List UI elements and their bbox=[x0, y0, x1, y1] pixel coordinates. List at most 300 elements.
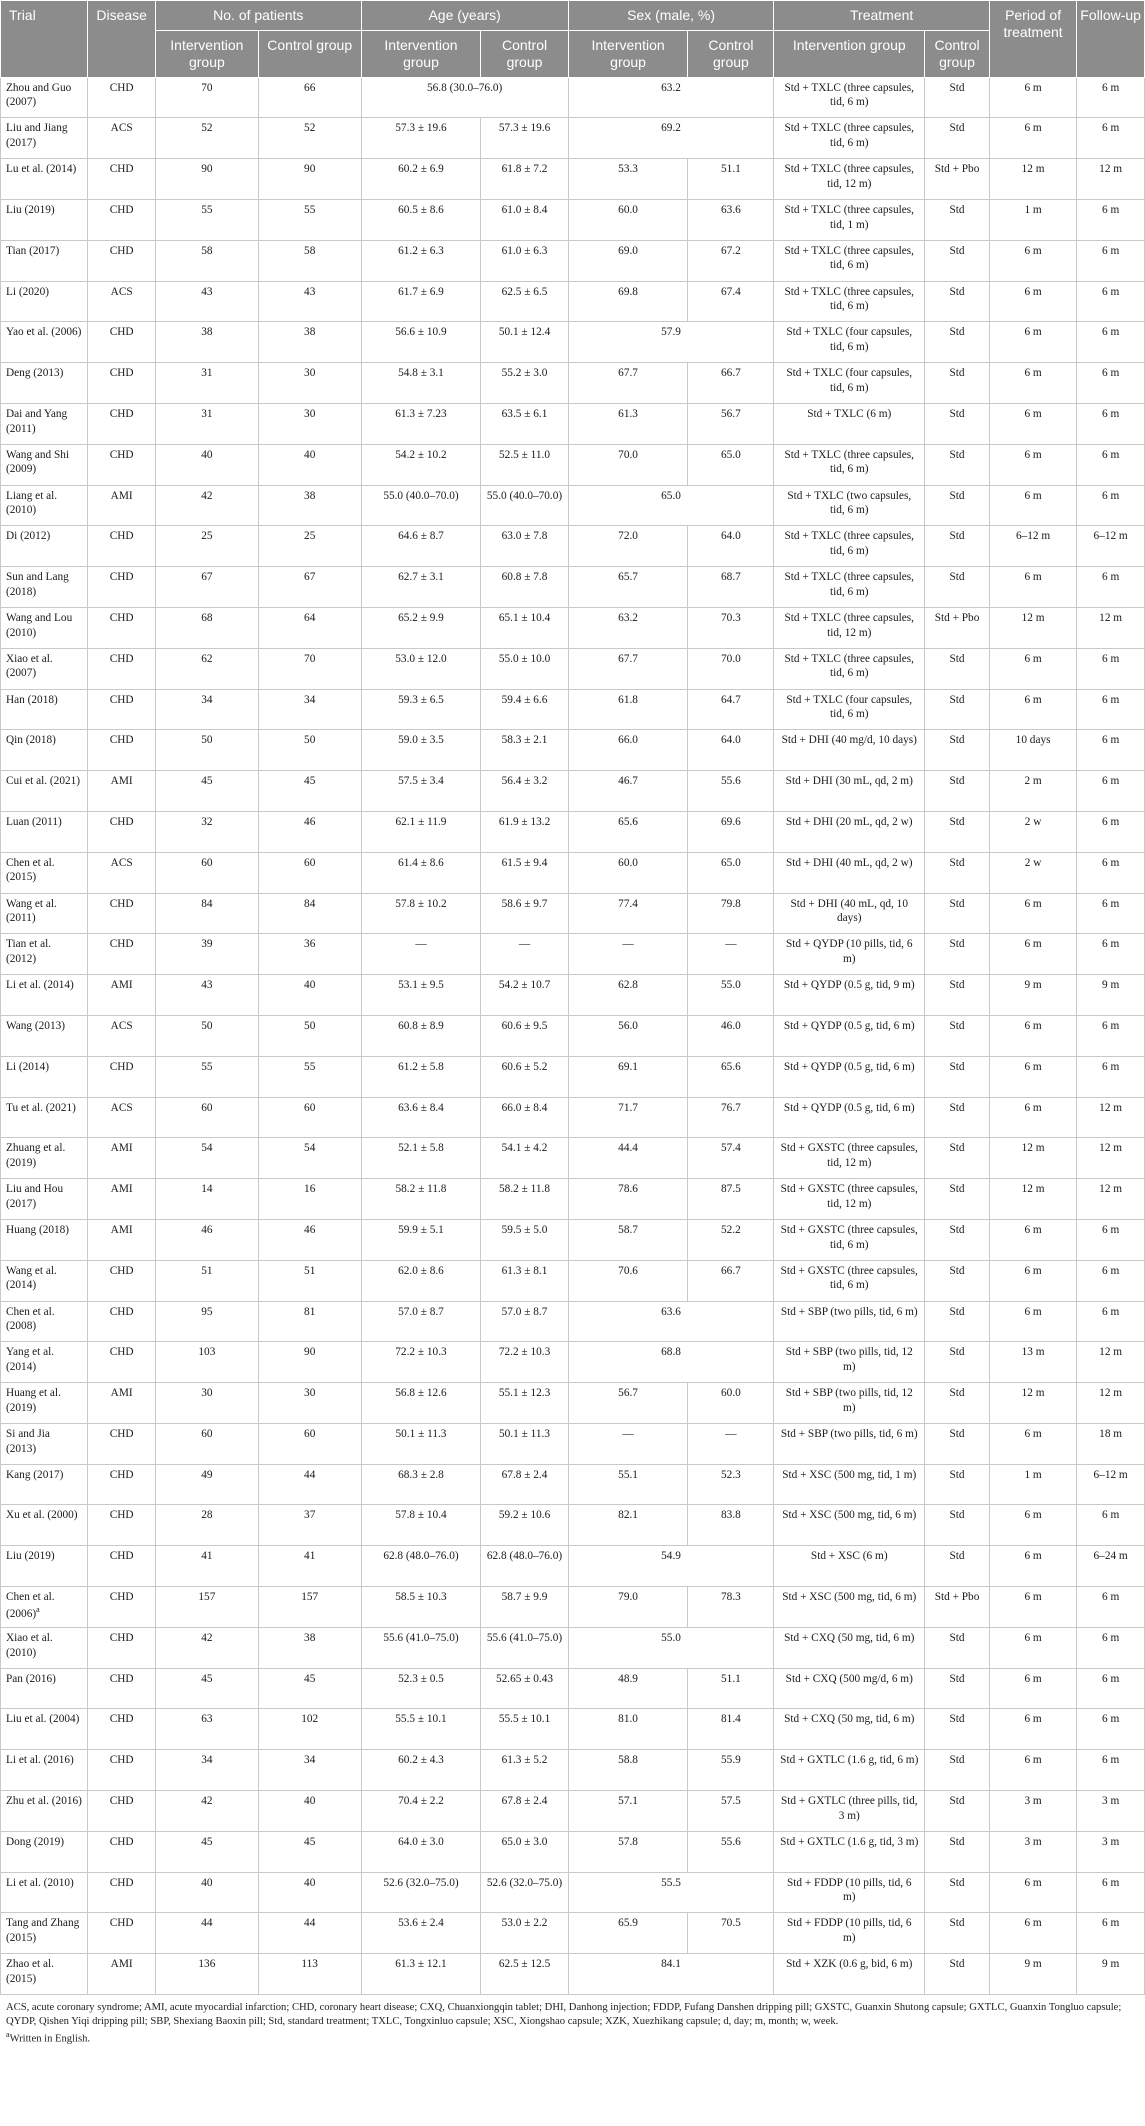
cell-treatment-intervention: Std + QYDP (0.5 g, tid, 9 m) bbox=[774, 975, 925, 1016]
trial-name: Dong (2019) bbox=[6, 1835, 65, 1848]
cell-treatment-intervention: Std + GXTLC (1.6 g, tid, 3 m) bbox=[774, 1831, 925, 1872]
cell-trial bbox=[1, 1587, 88, 1628]
cell-patients-intervention: 54 bbox=[155, 1138, 258, 1179]
cell-trial bbox=[1, 771, 88, 812]
cell-sex-intervention: 58.8 bbox=[568, 1750, 688, 1791]
cell-sex-control: 66.7 bbox=[688, 1260, 774, 1301]
cell-sex-control: 55.6 bbox=[688, 771, 774, 812]
cell-treatment-control: Std bbox=[925, 281, 990, 322]
cell-period: 6 m bbox=[989, 485, 1076, 526]
cell-disease: CHD bbox=[88, 1464, 156, 1505]
cell-age-control: — bbox=[481, 934, 568, 975]
table-row bbox=[1, 1260, 1145, 1301]
header-treatment-control: Control group bbox=[925, 31, 990, 78]
cell-period: 6 m bbox=[989, 1627, 1076, 1668]
cell-sex-control: 79.8 bbox=[688, 893, 774, 934]
cell-age-control: 53.0 ± 2.2 bbox=[481, 1913, 568, 1954]
cell-followup: 6 m bbox=[1077, 485, 1145, 526]
cell-trial bbox=[1, 485, 88, 526]
cell-age-intervention: 54.2 ± 10.2 bbox=[361, 444, 481, 485]
cell-treatment-intervention: Std + TXLC (four capsules, tid, 6 m) bbox=[774, 363, 925, 404]
cell-trial bbox=[1, 607, 88, 648]
footnote-ref: a bbox=[36, 1604, 40, 1614]
table-row bbox=[1, 771, 1145, 812]
cell-age-control: 61.5 ± 9.4 bbox=[481, 852, 568, 893]
cell-age-control: 57.0 ± 8.7 bbox=[481, 1301, 568, 1342]
cell-trial bbox=[1, 689, 88, 730]
cell-trial bbox=[1, 1505, 88, 1546]
cell-sex-intervention: 82.1 bbox=[568, 1505, 688, 1546]
cell-treatment-intervention: Std + SBP (two pills, tid, 6 m) bbox=[774, 1423, 925, 1464]
cell-trial bbox=[1, 1872, 88, 1913]
cell-period: 6 m bbox=[989, 240, 1076, 281]
trial-name: Xiao et al. (2010) bbox=[6, 1631, 53, 1659]
cell-sex-control: 67.4 bbox=[688, 281, 774, 322]
cell-age-intervention: 57.8 ± 10.2 bbox=[361, 893, 481, 934]
table-row bbox=[1, 811, 1145, 852]
cell-period: 6 m bbox=[989, 1097, 1076, 1138]
cell-age-intervention: 61.2 ± 5.8 bbox=[361, 1056, 481, 1097]
cell-trial bbox=[1, 77, 88, 118]
cell-followup: 12 m bbox=[1077, 159, 1145, 200]
cell-period: 6 m bbox=[989, 444, 1076, 485]
cell-patients-intervention: 67 bbox=[155, 567, 258, 608]
cell-patients-intervention: 32 bbox=[155, 811, 258, 852]
cell-treatment-intervention: Std + TXLC (four capsules, tid, 6 m) bbox=[774, 689, 925, 730]
cell-period: 6 m bbox=[989, 403, 1076, 444]
cell-treatment-intervention: Std + GXSTC (three capsules, tid, 6 m) bbox=[774, 1260, 925, 1301]
cell-age-intervention: 62.0 ± 8.6 bbox=[361, 1260, 481, 1301]
cell-sex-intervention: 65.7 bbox=[568, 567, 688, 608]
cell-age-intervention: 65.2 ± 9.9 bbox=[361, 607, 481, 648]
cell-trial bbox=[1, 240, 88, 281]
cell-treatment-control: Std bbox=[925, 1056, 990, 1097]
cell-sex-intervention: 62.8 bbox=[568, 975, 688, 1016]
cell-disease: CHD bbox=[88, 1342, 156, 1383]
cell-sex-intervention: 69.0 bbox=[568, 240, 688, 281]
header-followup: Follow-up bbox=[1077, 1, 1145, 78]
cell-period: 6 m bbox=[989, 1015, 1076, 1056]
cell-treatment-control: Std bbox=[925, 1627, 990, 1668]
cell-disease: CHD bbox=[88, 403, 156, 444]
cell-trial bbox=[1, 1097, 88, 1138]
cell-followup: 6 m bbox=[1077, 1015, 1145, 1056]
trial-name: Qin (2018) bbox=[6, 734, 56, 747]
cell-period: 2 w bbox=[989, 852, 1076, 893]
cell-patients-control: 46 bbox=[258, 811, 361, 852]
cell-trial bbox=[1, 526, 88, 567]
cell-trial bbox=[1, 1750, 88, 1791]
cell-sex-intervention: 79.0 bbox=[568, 1587, 688, 1628]
cell-sex-control: 70.5 bbox=[688, 1913, 774, 1954]
header-patients-control: Control group bbox=[258, 31, 361, 78]
cell-patients-control: 30 bbox=[258, 403, 361, 444]
cell-disease: CHD bbox=[88, 1505, 156, 1546]
cell-sex-intervention: 69.1 bbox=[568, 1056, 688, 1097]
cell-sex-intervention: 56.0 bbox=[568, 1015, 688, 1056]
cell-age-control: 52.6 (32.0–75.0) bbox=[481, 1872, 568, 1913]
cell-disease: AMI bbox=[88, 1138, 156, 1179]
cell-age-intervention: 60.2 ± 4.3 bbox=[361, 1750, 481, 1791]
cell-sex-combined: 55.5 bbox=[568, 1872, 774, 1913]
cell-treatment-control: Std bbox=[925, 240, 990, 281]
trial-name: Wang et al. (2011) bbox=[6, 897, 57, 925]
cell-followup: 6 m bbox=[1077, 893, 1145, 934]
cell-treatment-intervention: Std + XSC (500 mg, tid, 1 m) bbox=[774, 1464, 925, 1505]
cell-age-intervention: 56.6 ± 10.9 bbox=[361, 322, 481, 363]
table-row bbox=[1, 1872, 1145, 1913]
table-body bbox=[1, 77, 1145, 1994]
cell-period: 2 m bbox=[989, 771, 1076, 812]
table-row bbox=[1, 1831, 1145, 1872]
cell-patients-intervention: 63 bbox=[155, 1709, 258, 1750]
cell-patients-intervention: 46 bbox=[155, 1219, 258, 1260]
cell-followup: 6 m bbox=[1077, 77, 1145, 118]
cell-disease: CHD bbox=[88, 1301, 156, 1342]
table-row bbox=[1, 1056, 1145, 1097]
cell-age-control: 60.8 ± 7.8 bbox=[481, 567, 568, 608]
cell-sex-control: 65.0 bbox=[688, 444, 774, 485]
cell-sex-intervention: 67.7 bbox=[568, 363, 688, 404]
cell-patients-control: 81 bbox=[258, 1301, 361, 1342]
cell-patients-control: 40 bbox=[258, 1791, 361, 1832]
cell-treatment-intervention: Std + XSC (500 mg, tid, 6 m) bbox=[774, 1587, 925, 1628]
trial-name: Huang (2018) bbox=[6, 1223, 70, 1236]
cell-treatment-intervention: Std + XZK (0.6 g, bid, 6 m) bbox=[774, 1954, 925, 1995]
cell-treatment-intervention: Std + TXLC (three capsules, tid, 6 m) bbox=[774, 526, 925, 567]
cell-patients-intervention: 70 bbox=[155, 77, 258, 118]
cell-sex-intervention: 60.0 bbox=[568, 199, 688, 240]
cell-age-intervention: 55.0 (40.0–70.0) bbox=[361, 485, 481, 526]
cell-followup: 6 m bbox=[1077, 689, 1145, 730]
cell-disease: CHD bbox=[88, 526, 156, 567]
cell-treatment-control: Std bbox=[925, 1668, 990, 1709]
cell-treatment-intervention: Std + SBP (two pills, tid, 12 m) bbox=[774, 1342, 925, 1383]
header-patients: No. of patients bbox=[155, 1, 361, 31]
cell-age-control: 58.7 ± 9.9 bbox=[481, 1587, 568, 1628]
header-sex-control: Control group bbox=[688, 31, 774, 78]
cell-sex-combined: 57.9 bbox=[568, 322, 774, 363]
cell-patients-intervention: 45 bbox=[155, 1831, 258, 1872]
cell-followup: 6 m bbox=[1077, 403, 1145, 444]
cell-patients-control: 60 bbox=[258, 852, 361, 893]
cell-patients-intervention: 31 bbox=[155, 403, 258, 444]
cell-followup: 6 m bbox=[1077, 648, 1145, 689]
header-age: Age (years) bbox=[361, 1, 568, 31]
cell-age-intervention: 60.2 ± 6.9 bbox=[361, 159, 481, 200]
cell-sex-intervention: 72.0 bbox=[568, 526, 688, 567]
cell-treatment-control: Std + Pbo bbox=[925, 1587, 990, 1628]
cell-followup: 6 m bbox=[1077, 771, 1145, 812]
cell-treatment-control: Std bbox=[925, 1464, 990, 1505]
cell-patients-intervention: 45 bbox=[155, 1668, 258, 1709]
cell-age-control: 58.2 ± 11.8 bbox=[481, 1179, 568, 1220]
header-sex: Sex (male, %) bbox=[568, 1, 774, 31]
cell-treatment-control: Std bbox=[925, 1260, 990, 1301]
cell-followup: 3 m bbox=[1077, 1791, 1145, 1832]
cell-patients-intervention: 42 bbox=[155, 1627, 258, 1668]
cell-treatment-intervention: Std + DHI (30 mL, qd, 2 m) bbox=[774, 771, 925, 812]
cell-patients-control: 102 bbox=[258, 1709, 361, 1750]
cell-sex-control: 69.6 bbox=[688, 811, 774, 852]
cell-period: 6–12 m bbox=[989, 526, 1076, 567]
cell-patients-control: 64 bbox=[258, 607, 361, 648]
cell-age-control: 60.6 ± 9.5 bbox=[481, 1015, 568, 1056]
cell-followup: 6 m bbox=[1077, 322, 1145, 363]
cell-sex-control: 76.7 bbox=[688, 1097, 774, 1138]
cell-trial bbox=[1, 1464, 88, 1505]
cell-sex-intervention: 46.7 bbox=[568, 771, 688, 812]
cell-disease: CHD bbox=[88, 811, 156, 852]
cell-disease: CHD bbox=[88, 159, 156, 200]
cell-treatment-control: Std bbox=[925, 1546, 990, 1587]
cell-followup: 6 m bbox=[1077, 1301, 1145, 1342]
cell-patients-intervention: 62 bbox=[155, 648, 258, 689]
cell-period: 6 m bbox=[989, 118, 1076, 159]
cell-patients-control: 50 bbox=[258, 730, 361, 771]
cell-period: 12 m bbox=[989, 607, 1076, 648]
cell-treatment-intervention: Std + TXLC (two capsules, tid, 6 m) bbox=[774, 485, 925, 526]
trial-name: Yao et al. (2006) bbox=[6, 326, 82, 339]
trial-name: Li et al. (2014) bbox=[6, 979, 74, 992]
cell-patients-control: 54 bbox=[258, 1138, 361, 1179]
cell-followup: 6 m bbox=[1077, 567, 1145, 608]
cell-trial bbox=[1, 975, 88, 1016]
table-row bbox=[1, 118, 1145, 159]
cell-sex-intervention: 65.9 bbox=[568, 1913, 688, 1954]
cell-treatment-control: Std + Pbo bbox=[925, 607, 990, 648]
cell-followup: 6 m bbox=[1077, 118, 1145, 159]
cell-age-intervention: 68.3 ± 2.8 bbox=[361, 1464, 481, 1505]
cell-age-control: 67.8 ± 2.4 bbox=[481, 1791, 568, 1832]
trial-name: Xu et al. (2000) bbox=[6, 1509, 78, 1522]
cell-patients-control: 44 bbox=[258, 1464, 361, 1505]
cell-sex-control: 87.5 bbox=[688, 1179, 774, 1220]
cell-age-control: 61.0 ± 6.3 bbox=[481, 240, 568, 281]
cell-followup: 6 m bbox=[1077, 444, 1145, 485]
cell-age-intervention: 60.8 ± 8.9 bbox=[361, 1015, 481, 1056]
cell-age-control: 63.5 ± 6.1 bbox=[481, 403, 568, 444]
cell-disease: CHD bbox=[88, 1872, 156, 1913]
cell-patients-control: 90 bbox=[258, 159, 361, 200]
table-row bbox=[1, 567, 1145, 608]
cell-patients-intervention: 43 bbox=[155, 975, 258, 1016]
cell-age-control: 57.3 ± 19.6 bbox=[481, 118, 568, 159]
cell-patients-control: 30 bbox=[258, 1383, 361, 1424]
cell-sex-control: 70.3 bbox=[688, 607, 774, 648]
cell-trial bbox=[1, 281, 88, 322]
cell-sex-control: 65.0 bbox=[688, 852, 774, 893]
cell-treatment-intervention: Std + GXSTC (three capsules, tid, 6 m) bbox=[774, 1219, 925, 1260]
cell-treatment-control: Std bbox=[925, 567, 990, 608]
cell-age-intervention: 59.0 ± 3.5 bbox=[361, 730, 481, 771]
cell-trial bbox=[1, 444, 88, 485]
table-row bbox=[1, 322, 1145, 363]
trial-name: Huang et al. (2019) bbox=[6, 1387, 61, 1414]
cell-age-control: 61.8 ± 7.2 bbox=[481, 159, 568, 200]
cell-trial bbox=[1, 893, 88, 934]
table-footnotes bbox=[0, 1995, 1145, 2046]
cell-patients-control: 157 bbox=[258, 1587, 361, 1628]
cell-treatment-intervention: Std + DHI (20 mL, qd, 2 w) bbox=[774, 811, 925, 852]
cell-period: 6 m bbox=[989, 77, 1076, 118]
cell-trial bbox=[1, 1791, 88, 1832]
cell-treatment-control: Std bbox=[925, 1505, 990, 1546]
cell-patients-control: 52 bbox=[258, 118, 361, 159]
cell-trial bbox=[1, 403, 88, 444]
cell-disease: CHD bbox=[88, 363, 156, 404]
cell-treatment-control: Std bbox=[925, 771, 990, 812]
cell-followup: 6 m bbox=[1077, 811, 1145, 852]
cell-sex-intervention: 66.0 bbox=[568, 730, 688, 771]
cell-followup: 6–24 m bbox=[1077, 1546, 1145, 1587]
table-row bbox=[1, 1138, 1145, 1179]
cell-treatment-control: Std bbox=[925, 485, 990, 526]
cell-period: 6 m bbox=[989, 1505, 1076, 1546]
cell-sex-control: 83.8 bbox=[688, 1505, 774, 1546]
cell-disease: CHD bbox=[88, 1750, 156, 1791]
cell-sex-intervention: 48.9 bbox=[568, 1668, 688, 1709]
cell-patients-control: 40 bbox=[258, 444, 361, 485]
cell-followup: 12 m bbox=[1077, 1383, 1145, 1424]
cell-treatment-control: Std bbox=[925, 934, 990, 975]
cell-age-control: 58.3 ± 2.1 bbox=[481, 730, 568, 771]
cell-period: 12 m bbox=[989, 159, 1076, 200]
footnote-marker: a bbox=[6, 2029, 10, 2039]
cell-treatment-intervention: Std + TXLC (three capsules, tid, 6 m) bbox=[774, 281, 925, 322]
cell-age-intervention: 52.3 ± 0.5 bbox=[361, 1668, 481, 1709]
cell-age-control: 54.1 ± 4.2 bbox=[481, 1138, 568, 1179]
cell-age-control: 59.5 ± 5.0 bbox=[481, 1219, 568, 1260]
cell-period: 6 m bbox=[989, 1913, 1076, 1954]
cell-followup: 12 m bbox=[1077, 1179, 1145, 1220]
table-row bbox=[1, 444, 1145, 485]
cell-patients-control: 45 bbox=[258, 1668, 361, 1709]
cell-treatment-intervention: Std + QYDP (0.5 g, tid, 6 m) bbox=[774, 1097, 925, 1138]
cell-treatment-control: Std bbox=[925, 1423, 990, 1464]
cell-sex-intervention: 70.6 bbox=[568, 1260, 688, 1301]
cell-sex-combined: 63.2 bbox=[568, 77, 774, 118]
cell-disease: CHD bbox=[88, 607, 156, 648]
cell-patients-intervention: 52 bbox=[155, 118, 258, 159]
cell-disease: ACS bbox=[88, 852, 156, 893]
trial-name: Chen et al. (2008) bbox=[6, 1305, 55, 1333]
cell-patients-control: 30 bbox=[258, 363, 361, 404]
cell-patients-intervention: 45 bbox=[155, 771, 258, 812]
trial-name: Lu et al. (2014) bbox=[6, 163, 77, 176]
cell-sex-control: 56.7 bbox=[688, 403, 774, 444]
cell-patients-intervention: 68 bbox=[155, 607, 258, 648]
header-trial: Trial bbox=[1, 1, 88, 78]
cell-treatment-control: Std bbox=[925, 648, 990, 689]
cell-patients-intervention: 31 bbox=[155, 363, 258, 404]
cell-age-intervention: 52.1 ± 5.8 bbox=[361, 1138, 481, 1179]
cell-period: 6 m bbox=[989, 1219, 1076, 1260]
cell-sex-intervention: 69.8 bbox=[568, 281, 688, 322]
header-sex-intervention: Intervention group bbox=[568, 31, 688, 78]
cell-followup: 9 m bbox=[1077, 975, 1145, 1016]
table-row bbox=[1, 1423, 1145, 1464]
cell-treatment-control: Std bbox=[925, 403, 990, 444]
trial-name: Liu et al. (2004) bbox=[6, 1713, 80, 1726]
trial-name: Tian et al. (2012) bbox=[6, 938, 52, 965]
cell-patients-intervention: 50 bbox=[155, 1015, 258, 1056]
cell-patients-control: 51 bbox=[258, 1260, 361, 1301]
cell-age-intervention: 62.1 ± 11.9 bbox=[361, 811, 481, 852]
table-row bbox=[1, 730, 1145, 771]
cell-sex-combined: 68.8 bbox=[568, 1342, 774, 1383]
cell-age-control: 63.0 ± 7.8 bbox=[481, 526, 568, 567]
cell-treatment-intervention: Std + XSC (6 m) bbox=[774, 1546, 925, 1587]
table-row bbox=[1, 159, 1145, 200]
cell-treatment-intervention: Std + FDDP (10 pills, tid, 6 m) bbox=[774, 1913, 925, 1954]
cell-treatment-intervention: Std + GXTLC (1.6 g, tid, 6 m) bbox=[774, 1750, 925, 1791]
trial-name: Zhuang et al. (2019) bbox=[6, 1142, 66, 1169]
cell-disease: CHD bbox=[88, 1913, 156, 1954]
cell-trial bbox=[1, 1179, 88, 1220]
cell-sex-intervention: — bbox=[568, 1423, 688, 1464]
cell-patients-intervention: 25 bbox=[155, 526, 258, 567]
cell-patients-control: 66 bbox=[258, 77, 361, 118]
cell-treatment-control: Std bbox=[925, 1791, 990, 1832]
cell-sex-intervention: 44.4 bbox=[568, 1138, 688, 1179]
cell-sex-control: 64.0 bbox=[688, 526, 774, 567]
cell-period: 12 m bbox=[989, 1138, 1076, 1179]
cell-patients-control: 40 bbox=[258, 975, 361, 1016]
cell-trial bbox=[1, 811, 88, 852]
cell-trial bbox=[1, 322, 88, 363]
cell-treatment-control: Std + Pbo bbox=[925, 159, 990, 200]
trial-name: Li et al. (2010) bbox=[6, 1876, 74, 1889]
trial-name: Sun and Lang (2018) bbox=[6, 571, 69, 598]
cell-disease: CHD bbox=[88, 893, 156, 934]
cell-patients-control: 44 bbox=[258, 1913, 361, 1954]
cell-treatment-intervention: Std + TXLC (6 m) bbox=[774, 403, 925, 444]
cell-age-control: 52.65 ± 0.43 bbox=[481, 1668, 568, 1709]
trial-name: Wang and Lou (2010) bbox=[6, 611, 73, 639]
cell-age-intervention: 64.6 ± 8.7 bbox=[361, 526, 481, 567]
trial-name: Wang and Shi (2009) bbox=[6, 448, 70, 476]
cell-followup: 12 m bbox=[1077, 1097, 1145, 1138]
table-header bbox=[1, 1, 1145, 78]
table-row bbox=[1, 934, 1145, 975]
cell-followup: 6 m bbox=[1077, 730, 1145, 771]
cell-followup: 6 m bbox=[1077, 1872, 1145, 1913]
cell-trial bbox=[1, 1913, 88, 1954]
cell-age-intervention: 64.0 ± 3.0 bbox=[361, 1831, 481, 1872]
cell-patients-control: 45 bbox=[258, 771, 361, 812]
cell-followup: 6 m bbox=[1077, 1056, 1145, 1097]
cell-trial bbox=[1, 1383, 88, 1424]
cell-patients-control: 41 bbox=[258, 1546, 361, 1587]
cell-treatment-control: Std bbox=[925, 893, 990, 934]
cell-followup: 6–12 m bbox=[1077, 1464, 1145, 1505]
cell-sex-intervention: 60.0 bbox=[568, 852, 688, 893]
cell-treatment-intervention: Std + TXLC (three capsules, tid, 6 m) bbox=[774, 240, 925, 281]
cell-trial bbox=[1, 1260, 88, 1301]
cell-patients-intervention: 55 bbox=[155, 1056, 258, 1097]
cell-patients-control: 46 bbox=[258, 1219, 361, 1260]
cell-age-control: 62.8 (48.0–76.0) bbox=[481, 1546, 568, 1587]
cell-trial bbox=[1, 1709, 88, 1750]
cell-treatment-intervention: Std + GXSTC (three capsules, tid, 12 m) bbox=[774, 1138, 925, 1179]
cell-treatment-control: Std bbox=[925, 1913, 990, 1954]
cell-age-intervention: 62.8 (48.0–76.0) bbox=[361, 1546, 481, 1587]
cell-age-intervention: 59.3 ± 6.5 bbox=[361, 689, 481, 730]
cell-period: 6 m bbox=[989, 893, 1076, 934]
header-period: Period of treatment bbox=[989, 1, 1076, 78]
cell-disease: AMI bbox=[88, 1179, 156, 1220]
